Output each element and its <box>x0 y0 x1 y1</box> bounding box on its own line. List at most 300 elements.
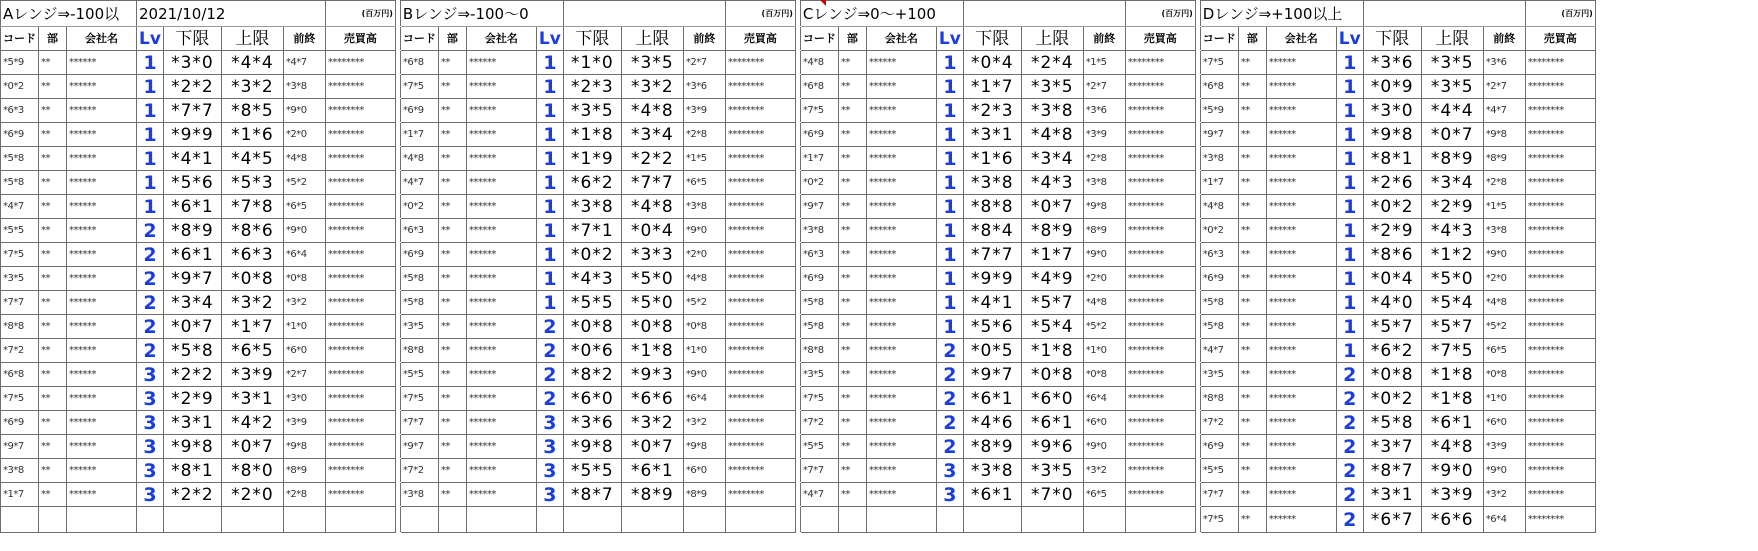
cell-dept[interactable]: ** <box>1238 219 1266 243</box>
cell-lv[interactable]: 2 <box>536 315 563 339</box>
column-header-prev[interactable]: 前終 <box>1483 27 1525 51</box>
column-header-company[interactable]: 会社名 <box>1266 27 1336 51</box>
cell-upper[interactable]: *3*5 <box>1021 75 1083 99</box>
cell-upper[interactable]: *2*4 <box>1021 51 1083 75</box>
cell-sales[interactable]: ******** <box>325 435 395 459</box>
cell-sales[interactable]: ******** <box>325 483 395 507</box>
cell-code[interactable]: *8*8 <box>400 339 438 363</box>
column-header-code[interactable]: コード <box>1200 27 1238 51</box>
cell-company[interactable]: ****** <box>1266 411 1336 435</box>
cell-upper[interactable]: *3*9 <box>221 363 283 387</box>
cell-code[interactable]: *4*8 <box>400 147 438 171</box>
cell-lower[interactable]: *4*6 <box>963 411 1021 435</box>
cell-company[interactable]: ****** <box>1266 243 1336 267</box>
cell-company[interactable]: ****** <box>1266 195 1336 219</box>
cell-prev[interactable] <box>1083 507 1125 533</box>
column-header-sales[interactable]: 売買高 <box>1525 27 1595 51</box>
cell-lower[interactable]: *4*0 <box>1363 291 1421 315</box>
cell-sales[interactable] <box>1125 507 1195 533</box>
column-header-prev[interactable]: 前終 <box>283 27 325 51</box>
cell-company[interactable]: ****** <box>1266 387 1336 411</box>
cell-company[interactable]: ****** <box>67 459 137 483</box>
cell-company[interactable]: ****** <box>67 387 137 411</box>
cell-sales[interactable]: ******** <box>325 123 395 147</box>
cell-code[interactable]: *5*5 <box>1 219 39 243</box>
cell-company[interactable]: ****** <box>466 171 536 195</box>
cell-prev[interactable]: *5*2 <box>1483 315 1525 339</box>
cell-company[interactable]: ****** <box>866 315 936 339</box>
cell-code[interactable]: *0*2 <box>1 75 39 99</box>
cell-company[interactable]: ****** <box>866 459 936 483</box>
cell-sales[interactable]: ******** <box>725 243 795 267</box>
cell-company[interactable]: ****** <box>466 339 536 363</box>
cell-code[interactable]: *7*7 <box>400 411 438 435</box>
cell-lower[interactable]: *2*2 <box>163 75 221 99</box>
cell-lv[interactable]: 3 <box>536 483 563 507</box>
cell-lv[interactable]: 2 <box>936 387 963 411</box>
cell-sales[interactable]: ******** <box>325 459 395 483</box>
empty-cell[interactable] <box>563 1 725 27</box>
cell-prev[interactable]: *6*0 <box>1483 411 1525 435</box>
cell-lv[interactable]: 1 <box>1336 171 1363 195</box>
cell-prev[interactable] <box>683 507 725 533</box>
cell-prev[interactable]: *6*4 <box>1483 507 1525 533</box>
cell-dept[interactable]: ** <box>1238 435 1266 459</box>
cell-code[interactable]: *3*5 <box>800 363 838 387</box>
cell-company[interactable]: ****** <box>1266 483 1336 507</box>
cell-company[interactable]: ****** <box>466 51 536 75</box>
cell-lower[interactable]: *3*6 <box>1363 51 1421 75</box>
cell-upper[interactable]: *3*3 <box>621 243 683 267</box>
cell-upper[interactable]: *3*1 <box>221 387 283 411</box>
cell-sales[interactable]: ******** <box>1125 243 1195 267</box>
cell-code[interactable]: *5*8 <box>400 291 438 315</box>
cell-lv[interactable]: 1 <box>936 123 963 147</box>
cell-prev[interactable]: *6*5 <box>1483 339 1525 363</box>
cell-dept[interactable]: ** <box>438 51 466 75</box>
cell-company[interactable]: ****** <box>67 339 137 363</box>
cell-lv[interactable]: 1 <box>137 147 164 171</box>
cell-lower[interactable]: *0*5 <box>963 339 1021 363</box>
cell-company[interactable]: ****** <box>466 267 536 291</box>
column-header-sales[interactable]: 売買高 <box>725 27 795 51</box>
column-header-company[interactable]: 会社名 <box>466 27 536 51</box>
cell-dept[interactable]: ** <box>1238 339 1266 363</box>
cell-dept[interactable]: ** <box>838 195 866 219</box>
cell-lv[interactable]: 1 <box>1336 195 1363 219</box>
cell-prev[interactable]: *2*8 <box>1083 147 1125 171</box>
cell-lower[interactable]: *0*4 <box>963 51 1021 75</box>
cell-lower[interactable]: *5*7 <box>1363 315 1421 339</box>
cell-code[interactable]: *6*9 <box>800 267 838 291</box>
cell-sales[interactable]: ******** <box>1525 243 1595 267</box>
cell-dept[interactable] <box>438 507 466 533</box>
cell-dept[interactable]: ** <box>39 243 67 267</box>
cell-lower[interactable]: *6*1 <box>963 387 1021 411</box>
cell-lv[interactable]: 1 <box>536 75 563 99</box>
cell-lower[interactable]: *7*7 <box>963 243 1021 267</box>
cell-dept[interactable]: ** <box>1238 459 1266 483</box>
cell-upper[interactable]: *3*2 <box>221 75 283 99</box>
cell-lv[interactable]: 1 <box>1336 243 1363 267</box>
cell-lv[interactable]: 2 <box>536 339 563 363</box>
cell-lower[interactable]: *6*1 <box>163 243 221 267</box>
cell-prev[interactable]: *3*8 <box>1483 219 1525 243</box>
cell-dept[interactable]: ** <box>838 315 866 339</box>
cell-upper[interactable]: *9*3 <box>621 363 683 387</box>
cell-code[interactable]: *7*5 <box>1200 51 1238 75</box>
cell-lv[interactable]: 1 <box>137 99 164 123</box>
cell-upper[interactable]: *4*3 <box>1421 219 1483 243</box>
cell-sales[interactable]: ******** <box>325 51 395 75</box>
cell-company[interactable]: ****** <box>866 483 936 507</box>
cell-upper[interactable]: *0*7 <box>621 435 683 459</box>
cell-prev[interactable]: *6*4 <box>283 243 325 267</box>
cell-lv[interactable]: 1 <box>536 243 563 267</box>
cell-code[interactable]: *5*9 <box>1200 99 1238 123</box>
cell-lv[interactable]: 1 <box>137 171 164 195</box>
cell-code[interactable]: *6*8 <box>800 75 838 99</box>
cell-code[interactable]: *5*5 <box>400 363 438 387</box>
cell-lower[interactable]: *5*8 <box>1363 411 1421 435</box>
cell-dept[interactable]: ** <box>438 99 466 123</box>
cell-prev[interactable]: *1*0 <box>683 339 725 363</box>
cell-prev[interactable]: *3*2 <box>1083 459 1125 483</box>
cell-code[interactable]: *5*8 <box>1 171 39 195</box>
cell-company[interactable]: ****** <box>466 99 536 123</box>
cell-upper[interactable]: *1*7 <box>1021 243 1083 267</box>
cell-company[interactable]: ****** <box>1266 267 1336 291</box>
cell-prev[interactable]: *9*0 <box>1483 243 1525 267</box>
cell-lower[interactable]: *3*8 <box>963 459 1021 483</box>
cell-company[interactable]: ****** <box>1266 507 1336 533</box>
cell-upper[interactable]: *3*2 <box>221 291 283 315</box>
cell-lv[interactable]: 1 <box>936 171 963 195</box>
cell-upper[interactable]: *4*4 <box>221 51 283 75</box>
cell-dept[interactable]: ** <box>1238 411 1266 435</box>
cell-lv[interactable]: 3 <box>936 483 963 507</box>
cell-upper[interactable] <box>621 507 683 533</box>
cell-dept[interactable]: ** <box>1238 51 1266 75</box>
cell-sales[interactable]: ******** <box>725 483 795 507</box>
cell-sales[interactable]: ******** <box>325 291 395 315</box>
column-header-company[interactable]: 会社名 <box>866 27 936 51</box>
cell-code[interactable] <box>400 507 438 533</box>
cell-code[interactable]: *4*8 <box>1200 195 1238 219</box>
cell-code[interactable]: *7*7 <box>800 459 838 483</box>
cell-code[interactable]: *7*5 <box>400 75 438 99</box>
cell-upper[interactable]: *1*7 <box>221 315 283 339</box>
cell-lower[interactable]: *1*7 <box>963 75 1021 99</box>
cell-company[interactable]: ****** <box>866 435 936 459</box>
cell-company[interactable]: ****** <box>866 219 936 243</box>
cell-company[interactable]: ****** <box>466 435 536 459</box>
cell-sales[interactable]: ******** <box>1525 99 1595 123</box>
cell-dept[interactable]: ** <box>39 411 67 435</box>
cell-dept[interactable] <box>838 507 866 533</box>
cell-company[interactable]: ****** <box>67 219 137 243</box>
cell-code[interactable]: *0*2 <box>800 171 838 195</box>
cell-dept[interactable]: ** <box>1238 507 1266 533</box>
cell-sales[interactable]: ******** <box>325 411 395 435</box>
cell-prev[interactable]: *8*9 <box>1083 219 1125 243</box>
cell-sales[interactable]: ******** <box>325 363 395 387</box>
cell-upper[interactable]: *3*4 <box>621 123 683 147</box>
cell-lower[interactable]: *8*4 <box>963 219 1021 243</box>
cell-prev[interactable]: *9*0 <box>683 219 725 243</box>
cell-lv[interactable]: 1 <box>936 267 963 291</box>
cell-upper[interactable]: *0*8 <box>621 315 683 339</box>
cell-company[interactable]: ****** <box>67 435 137 459</box>
cell-sales[interactable]: ******** <box>1125 291 1195 315</box>
cell-company[interactable]: ****** <box>67 315 137 339</box>
empty-cell[interactable] <box>963 1 1125 27</box>
column-header-upper[interactable]: 上限 <box>221 27 283 51</box>
cell-lower[interactable]: *3*8 <box>963 171 1021 195</box>
cell-upper[interactable]: *6*1 <box>1421 411 1483 435</box>
cell-sales[interactable]: ******** <box>1525 507 1595 533</box>
cell-prev[interactable]: *3*0 <box>283 387 325 411</box>
cell-lower[interactable]: *7*7 <box>163 99 221 123</box>
cell-lower[interactable]: *0*2 <box>1363 195 1421 219</box>
cell-lower[interactable]: *8*1 <box>1363 147 1421 171</box>
cell-upper[interactable]: *3*9 <box>1421 483 1483 507</box>
cell-upper[interactable]: *7*7 <box>621 171 683 195</box>
cell-sales[interactable]: ******** <box>725 339 795 363</box>
cell-dept[interactable]: ** <box>438 267 466 291</box>
cell-prev[interactable]: *6*5 <box>1083 483 1125 507</box>
cell-code[interactable]: *3*8 <box>1 459 39 483</box>
cell-lv[interactable]: 1 <box>1336 339 1363 363</box>
cell-lower[interactable]: *6*7 <box>1363 507 1421 533</box>
cell-dept[interactable]: ** <box>39 123 67 147</box>
cell-lower[interactable]: *9*7 <box>963 363 1021 387</box>
cell-company[interactable]: ****** <box>1266 459 1336 483</box>
cell-dept[interactable]: ** <box>838 123 866 147</box>
cell-lv[interactable]: 1 <box>936 147 963 171</box>
cell-upper[interactable]: *8*9 <box>621 483 683 507</box>
cell-company[interactable]: ****** <box>67 267 137 291</box>
cell-sales[interactable]: ******** <box>1125 483 1195 507</box>
cell-lower[interactable]: *3*8 <box>563 195 621 219</box>
column-header-dept[interactable]: 部 <box>838 27 866 51</box>
cell-sales[interactable]: ******** <box>725 291 795 315</box>
cell-upper[interactable] <box>221 507 283 533</box>
cell-company[interactable]: ****** <box>466 147 536 171</box>
cell-company[interactable]: ****** <box>866 267 936 291</box>
cell-lv[interactable]: 3 <box>137 363 164 387</box>
cell-company[interactable] <box>67 507 137 533</box>
cell-dept[interactable]: ** <box>838 459 866 483</box>
cell-lower[interactable]: *8*7 <box>563 483 621 507</box>
cell-prev[interactable]: *9*8 <box>283 435 325 459</box>
cell-upper[interactable]: *2*9 <box>1421 195 1483 219</box>
cell-upper[interactable]: *1*8 <box>1021 339 1083 363</box>
cell-lower[interactable]: *0*8 <box>1363 363 1421 387</box>
cell-code[interactable]: *4*7 <box>1200 339 1238 363</box>
cell-prev[interactable]: *3*8 <box>683 195 725 219</box>
cell-company[interactable]: ****** <box>866 291 936 315</box>
cell-lv[interactable]: 1 <box>1336 123 1363 147</box>
cell-prev[interactable]: *4*7 <box>1483 99 1525 123</box>
cell-prev[interactable]: *2*8 <box>683 123 725 147</box>
column-header-upper[interactable]: 上限 <box>621 27 683 51</box>
cell-dept[interactable]: ** <box>1238 147 1266 171</box>
cell-sales[interactable]: ******** <box>325 267 395 291</box>
cell-company[interactable]: ****** <box>866 195 936 219</box>
cell-dept[interactable]: ** <box>39 147 67 171</box>
cell-lower[interactable]: *0*4 <box>1363 267 1421 291</box>
cell-prev[interactable]: *2*7 <box>283 363 325 387</box>
cell-code[interactable]: *6*9 <box>1200 267 1238 291</box>
cell-prev[interactable]: *0*8 <box>283 267 325 291</box>
cell-sales[interactable]: ******** <box>725 219 795 243</box>
cell-company[interactable] <box>866 507 936 533</box>
cell-sales[interactable]: ******** <box>725 267 795 291</box>
column-header-prev[interactable]: 前終 <box>1083 27 1125 51</box>
cell-lv[interactable]: 1 <box>536 219 563 243</box>
cell-dept[interactable]: ** <box>838 99 866 123</box>
cell-sales[interactable]: ******** <box>1525 195 1595 219</box>
cell-sales[interactable]: ******** <box>725 99 795 123</box>
cell-upper[interactable]: *0*8 <box>221 267 283 291</box>
cell-prev[interactable] <box>283 507 325 533</box>
cell-company[interactable]: ****** <box>1266 219 1336 243</box>
cell-lv[interactable]: 3 <box>137 387 164 411</box>
cell-company[interactable]: ****** <box>866 123 936 147</box>
cell-prev[interactable]: *4*8 <box>1083 291 1125 315</box>
cell-prev[interactable]: *6*0 <box>283 339 325 363</box>
cell-lv[interactable]: 1 <box>536 195 563 219</box>
cell-code[interactable]: *5*8 <box>800 315 838 339</box>
cell-sales[interactable]: ******** <box>725 363 795 387</box>
cell-lower[interactable]: *6*1 <box>163 195 221 219</box>
cell-upper[interactable]: *4*9 <box>1021 267 1083 291</box>
cell-lv[interactable]: 1 <box>536 171 563 195</box>
cell-dept[interactable]: ** <box>438 123 466 147</box>
cell-sales[interactable]: ******** <box>1125 219 1195 243</box>
cell-sales[interactable]: ******** <box>1125 195 1195 219</box>
cell-lower[interactable]: *6*2 <box>563 171 621 195</box>
cell-prev[interactable]: *3*9 <box>1483 435 1525 459</box>
cell-dept[interactable]: ** <box>1238 243 1266 267</box>
cell-lv[interactable]: 3 <box>137 435 164 459</box>
cell-sales[interactable]: ******** <box>1525 267 1595 291</box>
cell-lv[interactable]: 2 <box>1336 483 1363 507</box>
cell-dept[interactable]: ** <box>39 51 67 75</box>
cell-company[interactable]: ****** <box>1266 315 1336 339</box>
cell-lv[interactable]: 1 <box>536 147 563 171</box>
cell-prev[interactable]: *3*2 <box>283 291 325 315</box>
range-title[interactable]: Dレンジ⇒+100以上 <box>1200 1 1363 27</box>
cell-sales[interactable]: ******** <box>725 195 795 219</box>
cell-lv[interactable]: 1 <box>936 99 963 123</box>
cell-sales[interactable] <box>725 507 795 533</box>
cell-dept[interactable]: ** <box>838 219 866 243</box>
cell-company[interactable]: ****** <box>67 99 137 123</box>
cell-company[interactable]: ****** <box>67 483 137 507</box>
cell-upper[interactable]: *3*2 <box>621 411 683 435</box>
cell-upper[interactable]: *5*0 <box>621 291 683 315</box>
cell-company[interactable]: ****** <box>466 459 536 483</box>
cell-lower[interactable]: *3*4 <box>163 291 221 315</box>
cell-dept[interactable]: ** <box>438 291 466 315</box>
cell-code[interactable]: *6*3 <box>1200 243 1238 267</box>
cell-sales[interactable]: ******** <box>1125 75 1195 99</box>
column-header-code[interactable]: コード <box>800 27 838 51</box>
cell-company[interactable]: ****** <box>866 51 936 75</box>
column-header-dept[interactable]: 部 <box>1238 27 1266 51</box>
cell-dept[interactable]: ** <box>438 387 466 411</box>
range-title[interactable]: Cレンジ⇒0～+100 <box>800 1 963 27</box>
cell-lower[interactable]: *3*1 <box>163 411 221 435</box>
cell-company[interactable]: ****** <box>866 147 936 171</box>
cell-upper[interactable]: *4*3 <box>1021 171 1083 195</box>
cell-prev[interactable]: *2*8 <box>1483 171 1525 195</box>
cell-company[interactable]: ****** <box>1266 339 1336 363</box>
cell-sales[interactable]: ******** <box>325 339 395 363</box>
cell-lv[interactable]: 2 <box>1336 459 1363 483</box>
cell-upper[interactable]: *6*6 <box>1421 507 1483 533</box>
cell-sales[interactable]: ******** <box>1525 459 1595 483</box>
cell-code[interactable]: *7*7 <box>1 291 39 315</box>
cell-sales[interactable]: ******** <box>325 315 395 339</box>
cell-prev[interactable]: *8*9 <box>1483 147 1525 171</box>
cell-code[interactable]: *1*7 <box>1200 171 1238 195</box>
column-header-code[interactable]: コード <box>400 27 438 51</box>
cell-prev[interactable]: *9*0 <box>283 99 325 123</box>
cell-dept[interactable]: ** <box>838 435 866 459</box>
cell-code[interactable]: *7*2 <box>1 339 39 363</box>
cell-code[interactable]: *5*8 <box>400 267 438 291</box>
cell-sales[interactable]: ******** <box>1125 363 1195 387</box>
cell-dept[interactable]: ** <box>39 171 67 195</box>
cell-prev[interactable]: *1*0 <box>1483 387 1525 411</box>
cell-sales[interactable]: ******** <box>1125 435 1195 459</box>
cell-lower[interactable]: *6*0 <box>563 387 621 411</box>
cell-company[interactable]: ****** <box>466 243 536 267</box>
cell-upper[interactable]: *1*8 <box>621 339 683 363</box>
cell-dept[interactable]: ** <box>438 219 466 243</box>
sheet-date[interactable]: 2021/10/12 <box>137 1 326 27</box>
column-header-dept[interactable]: 部 <box>438 27 466 51</box>
cell-prev[interactable]: *3*9 <box>1083 123 1125 147</box>
cell-code[interactable]: *4*8 <box>800 51 838 75</box>
cell-prev[interactable]: *5*2 <box>1083 315 1125 339</box>
cell-lv[interactable] <box>137 507 164 533</box>
cell-prev[interactable]: *4*8 <box>1483 291 1525 315</box>
cell-dept[interactable]: ** <box>438 195 466 219</box>
cell-sales[interactable]: ******** <box>725 411 795 435</box>
column-header-code[interactable]: コード <box>1 27 39 51</box>
cell-prev[interactable]: *2*0 <box>1083 267 1125 291</box>
cell-lv[interactable]: 3 <box>137 483 164 507</box>
cell-sales[interactable]: ******** <box>725 315 795 339</box>
cell-upper[interactable]: *4*8 <box>1021 123 1083 147</box>
cell-lv[interactable]: 1 <box>1336 75 1363 99</box>
cell-upper[interactable]: *3*5 <box>621 51 683 75</box>
cell-sales[interactable]: ******** <box>325 387 395 411</box>
cell-code[interactable]: *4*7 <box>400 171 438 195</box>
cell-lower[interactable]: *2*9 <box>163 387 221 411</box>
cell-lower[interactable] <box>963 507 1021 533</box>
cell-upper[interactable]: *6*6 <box>621 387 683 411</box>
cell-prev[interactable]: *5*2 <box>283 171 325 195</box>
cell-lv[interactable]: 1 <box>536 291 563 315</box>
cell-company[interactable]: ****** <box>67 171 137 195</box>
cell-sales[interactable]: ******** <box>1525 483 1595 507</box>
cell-company[interactable]: ****** <box>466 219 536 243</box>
